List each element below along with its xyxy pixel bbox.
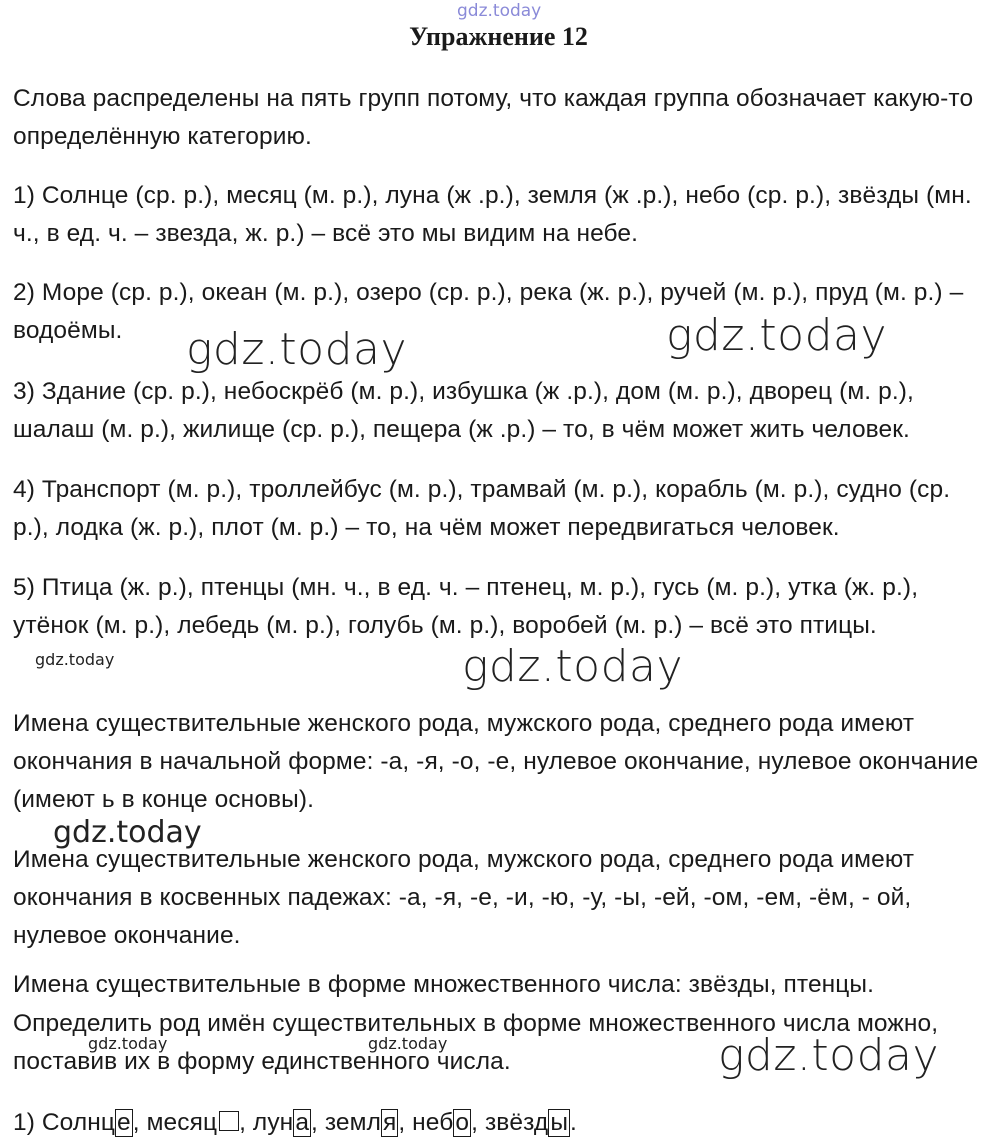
final-sep: , неб: [398, 1109, 454, 1136]
endings-initial-paragraph: Имена существительные женского рода, мужского рода, среднего рода имеют окончания в начальной форме: -а, -я, -о, -е, нулевое окончание, нулевое окончание (имеют ь в конце основы).: [13, 710, 979, 813]
empty-ending-box: [219, 1111, 239, 1131]
watermark: gdz.today: [666, 310, 888, 361]
page-title: Упражнение 12: [409, 22, 588, 51]
plural-paragraph-1: Имена существительные в форме множественного числа: звёзды, птенцы.: [13, 971, 875, 998]
group-4: 4) Транспорт (м. р.), троллейбус (м. р.), трамвай (м. р.), корабль (м. р.), судно (ср. р.), лодка (ж. р.), плот (м. р.) – то, на чём может передвигаться человек.: [13, 476, 951, 541]
final-sep: , звёзд: [471, 1109, 549, 1136]
ending-box: ы: [550, 1109, 569, 1136]
final-prefix: 1) Солнц: [13, 1109, 116, 1136]
plural-paragraph-2: Определить род имён существительных в форме множественного числа можно, поставив их в форму единственного числа.: [13, 1010, 939, 1075]
group-2: 2) Море (ср. р.), океан (м. р.), озеро (ср. р.), река (ж. р.), ручей (м. р.), пруд (м. р.) – водоёмы.: [13, 279, 964, 344]
group-1: 1) Солнце (ср. р.), месяц (м. р.), луна (ж .р.), земля (ж .р.), небо (ср. р.), звёзды (мн. ч., в ед. ч. – звезда, ж. р.) – всё это мы видим на небе.: [13, 182, 972, 247]
watermark: gdz.today: [718, 1030, 940, 1081]
final-end: .: [570, 1109, 577, 1136]
watermark: gdz.today: [186, 324, 408, 375]
final-answer-line: [13, 1104, 985, 1142]
ending-box: о: [455, 1109, 470, 1136]
watermark: gdz.today: [462, 641, 684, 692]
final-sep: , лун: [239, 1109, 294, 1136]
watermark-top: gdz.today: [457, 1, 542, 21]
watermark: gdz.today: [88, 1034, 168, 1053]
intro-paragraph: Слова распределены на пять групп потому, что каждая группа обозначает какую-то определённую категорию.: [13, 85, 974, 150]
group-3: 3) Здание (ср. р.), небоскрёб (м. р.), избушка (ж .р.), дом (м. р.), дворец (м. р.), шалаш (м. р.), жилище (ср. р.), пещера (ж .р.) – то, в чём может жить человек.: [13, 378, 914, 443]
endings-oblique-paragraph: Имена существительные женского рода, мужского рода, среднего рода имеют окончания в косвенных падежах: -а, -я, -е, -и, -ю, -у, -ы, -ей, -ом, -ем, -ём, - ой, нулевое окончание.: [13, 846, 915, 949]
ending-box: а: [295, 1109, 310, 1136]
watermark: gdz.today: [368, 1034, 448, 1053]
watermark: gdz.today: [35, 650, 115, 669]
watermark: gdz.today: [53, 815, 202, 850]
final-sep: , земл: [311, 1109, 381, 1136]
final-sep: , месяц: [132, 1109, 218, 1136]
ending-box: я: [382, 1109, 397, 1136]
ending-box: е: [117, 1109, 131, 1136]
group-5: 5) Птица (ж. р.), птенцы (мн. ч., в ед. ч. – птенец, м. р.), гусь (м. р.), утка (ж. р.), утёнок (м. р.), лебедь (м. р.), голубь (м. р.), воробей (м. р.) – всё это птицы.: [13, 574, 919, 639]
